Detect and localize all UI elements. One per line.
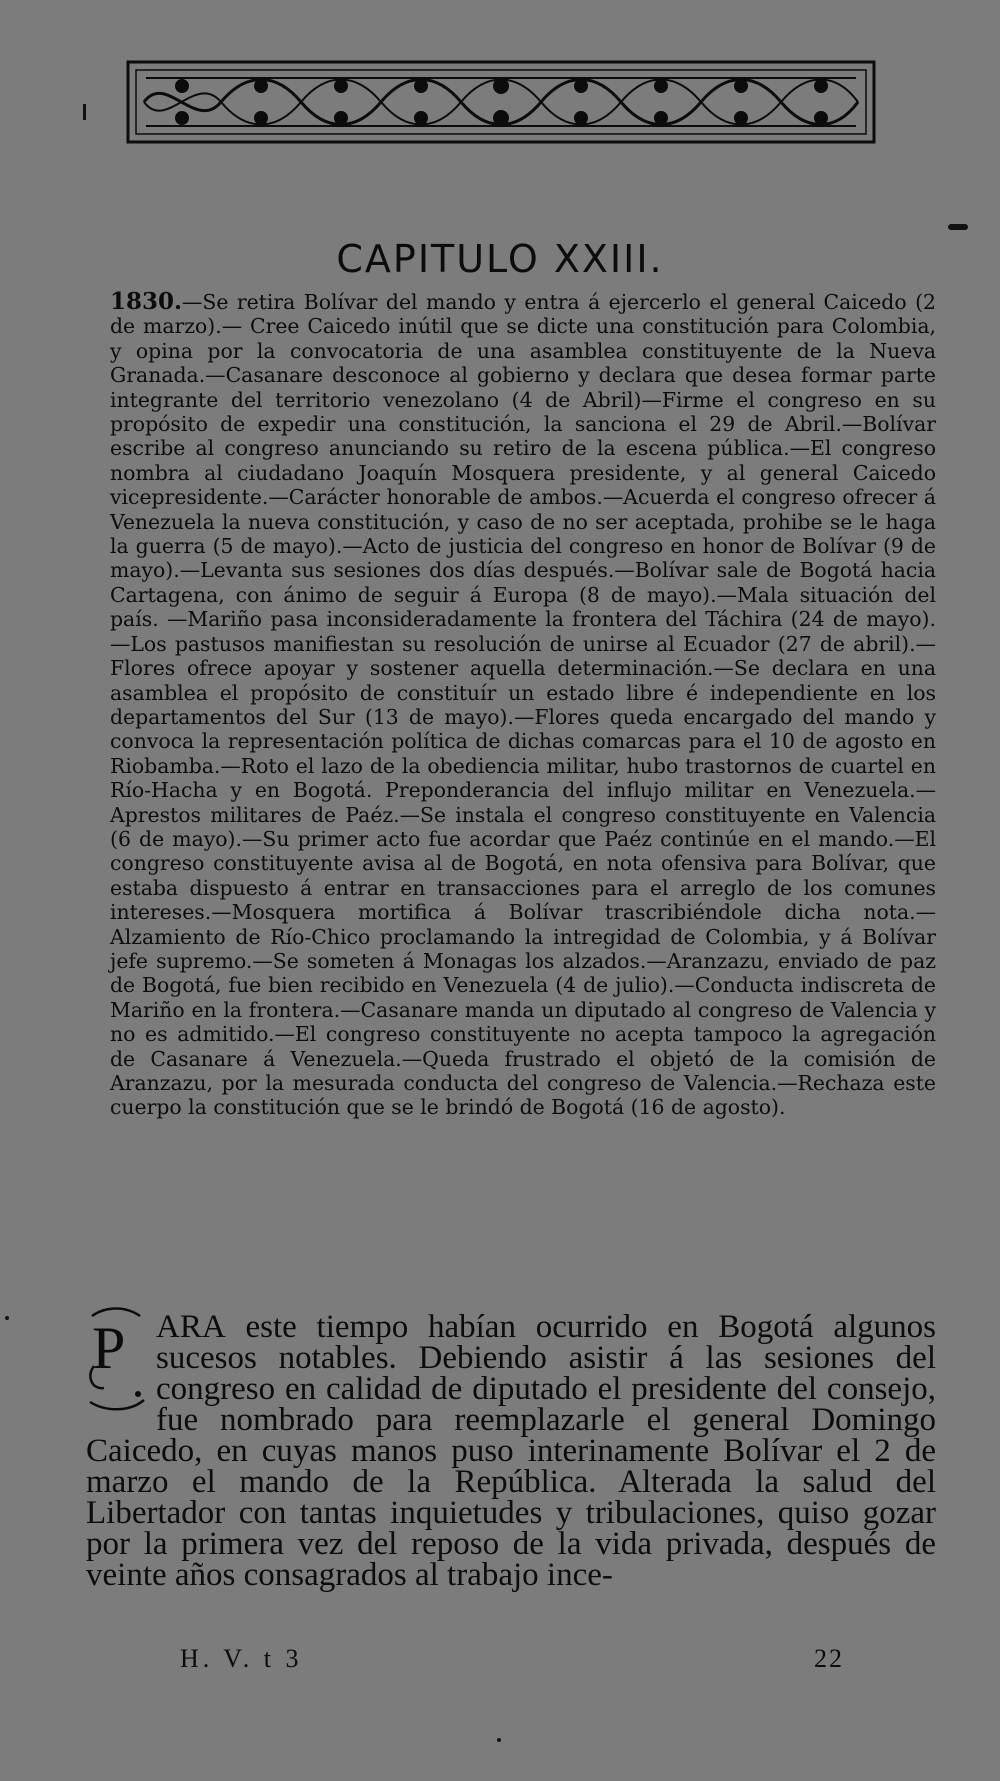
margin-mark xyxy=(83,104,86,120)
body-text: este tiempo habían ocurrido en Bogotá algunos sucesos notables. Debiendo asistir á las sesiones del congreso en calidad de diputado el presidente del consejo, fue nombrado para reemplazarle el general Domingo Caicedo, en cuyas manos puso interinamente Bolívar el 2 de marzo el mando de la República. Alterada la salud del Libertador con tantas inquietudes y tribulaciones, quiso gozar por la primera vez del reposo de la vida privada, después de veinte años consagrados al trabajo ince- xyxy=(86,1309,936,1593)
chapter-title: CAPITULO XXIII. xyxy=(336,237,664,282)
drop-cap-letter: P xyxy=(92,1315,126,1381)
print-speck xyxy=(5,1316,9,1320)
page-number: 22 xyxy=(814,1644,844,1673)
summary-text: —Se retira Bolívar del mando y entra á ejercerlo el general Caicedo (2 de marzo).— Cree Caicedo inútil que se dicte una constitución para Colombia, y opina por la convocatoria de una asamblea constituyente de la Nueva Granada.—Casanare desconoce al gobierno y declara que desea formar parte integrante del territorio venezolano (4 de Abril)—Firme el congreso en su propósito de expedir una constitución, la sanciona el 29 de Abril.—Bolívar escribe al congreso anunciando su retiro de la escena pública.—El congreso nombra al ciudadano Joaquín Mosquera presidente, y al general Caicedo vicepresidente.—Carácter honorable de ambos.—Acuerda el congreso ofrecer á Venezuela la nueva constitución, y caso de no ser aceptada, prohibe se le haga la guerra (5 de mayo).—Acto de justicia del congreso en honor de Bolívar (9 de mayo).—Levanta sus sesiones dos días después.—Bolívar sale de Bogotá hacia Cartagena, con ánimo de seguir á Europa (8 de mayo).—Mala situación del país. —Mariño pasa inconsideradamente la frontera del Táchira (24 de mayo). —Los pastusos manifiestan su resolución de unirse al Ecuador (27 de abril).—Flores ofrece apoyar y sostener aquella determinación.—Se declara en una asamblea el propósito de constituír un estado libre é independiente en los departamentos del Sur (13 de mayo).—Flores queda encargado del mando y convoca la representación política de dichas comarcas para el 10 de agosto en Riobamba.—Roto el lazo de la obediencia militar, hubo trastornos de cuartel en Río-Hacha y en Bogotá. Preponderancia del influjo militar en Venezuela.—Aprestos militares de Paéz.—Se instala el congreso constituyente en Valencia (6 de mayo).—Su primer acto fue acordar que Paéz continúe en el mando.—El congreso constituyente avisa al de Bogotá, en nota ofensiva para Bolívar, que estaba dispuesto á entrar en transacciones para el arreglo de los comunes intereses.—Mosquera mortifica á Bolívar trascribiéndole dicha nota.—Alzamiento de Río-Chico proclamando la intregidad de Colombia, y á Bolívar jefe supremo.—Se someten á Monagas los alzados.—Aranzazu, enviado de paz de Bogotá, fue bien recibido en Venezuela (4 de julio).—Conducta indiscreta de Mariño en la frontera.—Casanare manda un diputado al congreso de Valencia y no es admitido.—El congreso constituyente no acepta tampoco la agregación de Casanare á Venezuela.—Queda frustrado el objetó de la comisión de Aranzazu, por la mesurada conducta del congreso de Valencia.—Rechaza este cuerpo la constitución que se le brindó de Bogotá (16 de agosto). xyxy=(110,290,936,1120)
signature-mark: H. V. t 3 xyxy=(180,1644,303,1673)
drop-cap xyxy=(86,1312,150,1412)
ornamental-headpiece xyxy=(126,58,876,146)
edge-mark xyxy=(948,224,968,230)
summary-year: 1830. xyxy=(110,288,183,315)
chapter-summary xyxy=(110,290,936,1120)
print-speck xyxy=(497,1738,501,1742)
first-word-rest: ARA xyxy=(156,1309,226,1345)
body-paragraph xyxy=(86,1309,936,1593)
